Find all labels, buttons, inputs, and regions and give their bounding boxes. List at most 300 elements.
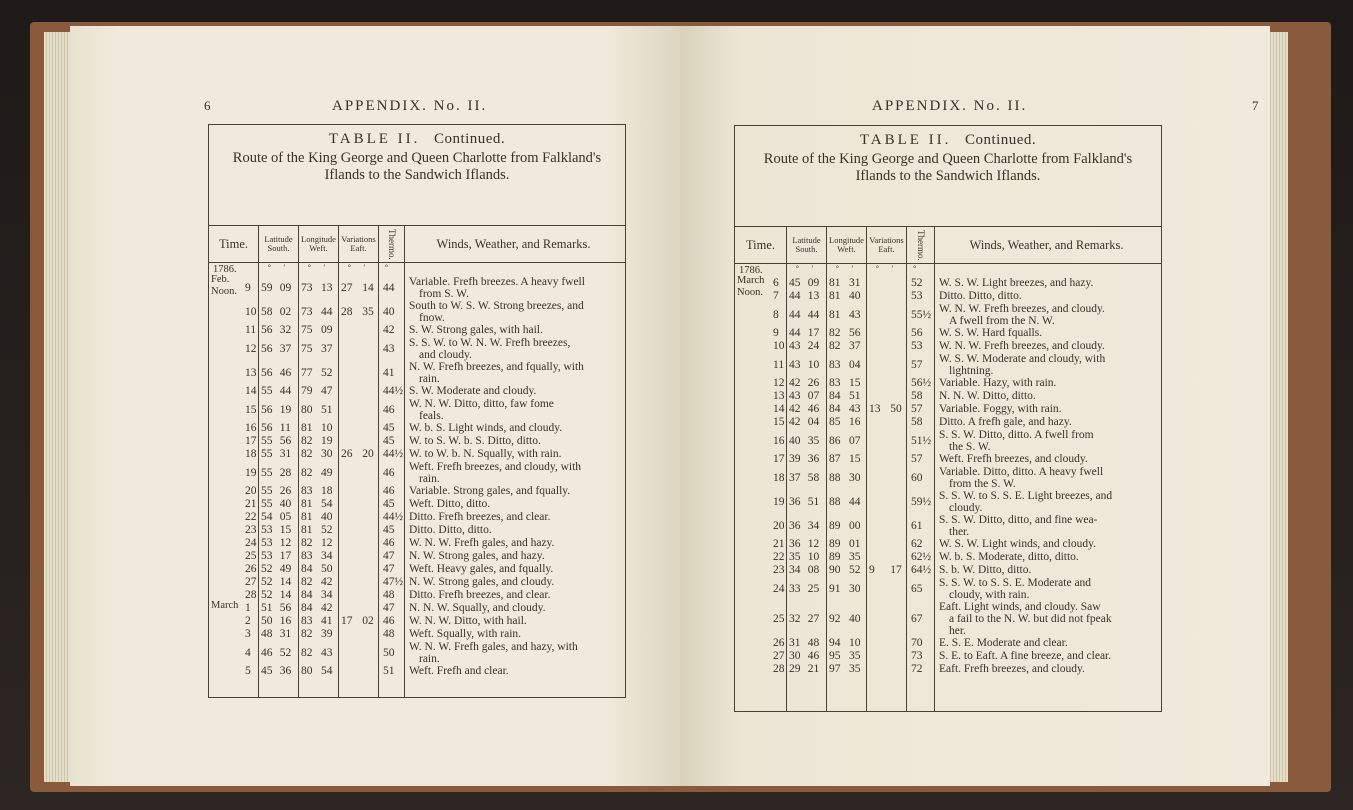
day-cell: 11 — [773, 358, 785, 371]
longitude-deg: 85 — [829, 416, 841, 428]
latitude-deg: 55 — [261, 435, 273, 447]
longitude-deg: 84 — [301, 602, 313, 614]
degree-mark: ° — [913, 264, 917, 273]
table-row — [209, 524, 625, 537]
latitude-deg: 53 — [261, 550, 273, 562]
remarks-line: S. E. to Eaft. A fine breeze, and clear. — [939, 650, 1112, 662]
header-var-label: Variations Eaft. — [341, 234, 376, 253]
longitude-deg: 89 — [829, 551, 841, 563]
latitude-min: 56 — [279, 435, 292, 447]
remarks-line: W. S. W. Light breezes, and hazy. — [939, 277, 1094, 289]
variation-min: 20 — [362, 448, 374, 460]
longitude-min: 52 — [849, 564, 861, 576]
latitude-min: 17 — [279, 550, 292, 562]
thermometer-cell: 53 — [911, 290, 923, 302]
variation-deg: 13 — [869, 403, 881, 415]
remarks-line: E. S. E. Moderate and clear. — [939, 637, 1068, 649]
table-row — [735, 490, 1161, 514]
longitude-min: 52 — [321, 366, 333, 379]
year-label: 1786. — [739, 265, 763, 276]
table-caption — [735, 132, 1161, 185]
latitude-min: 08 — [807, 564, 820, 576]
thermometer-cell: 47 — [383, 563, 395, 575]
latitude-deg: 54 — [261, 511, 273, 523]
table-row — [735, 453, 1161, 466]
header-remarks-label: Winds, Weather, and Remarks. — [436, 236, 591, 251]
latitude-min: 26 — [279, 485, 292, 497]
day-cell: 19 — [245, 466, 257, 479]
latitude-min: 36 — [279, 665, 292, 677]
longitude-deg: 81 — [301, 498, 313, 510]
remarks-line: S. S. W. Ditto, ditto, and fine wea- — [939, 514, 1098, 526]
longitude-min: 35 — [849, 551, 861, 563]
latitude-deg: 30 — [789, 650, 801, 662]
degree-mark: ° — [875, 264, 879, 273]
table-row — [209, 435, 625, 448]
right-page — [680, 26, 1270, 786]
latitude-min: 51 — [807, 495, 820, 508]
table-title-continued: Continued. — [964, 132, 1037, 148]
longitude-deg: 82 — [301, 628, 313, 640]
remarks-line: fnow. — [419, 312, 445, 324]
page-number: 6 — [204, 98, 211, 113]
header-therm — [907, 227, 935, 263]
longitude-deg: 94 — [829, 637, 841, 649]
remarks-line: A fwell from the N. W. — [949, 315, 1055, 327]
longitude-min: 15 — [849, 453, 861, 465]
table-row — [209, 628, 625, 641]
thermometer-cell: 62½ — [911, 551, 932, 563]
longitude-deg: 79 — [301, 385, 313, 397]
longitude-min: 47 — [321, 385, 333, 397]
variation-deg: 17 — [341, 615, 353, 627]
longitude-deg: 82 — [301, 466, 313, 479]
longitude-deg: 84 — [301, 563, 313, 575]
latitude-deg: 45 — [789, 277, 801, 289]
header-lat — [787, 227, 827, 263]
longitude-min: 51 — [849, 390, 861, 402]
day-cell: 22 — [245, 511, 257, 523]
minute-mark: ′ — [891, 264, 894, 273]
longitude-min: 18 — [321, 485, 333, 497]
latitude-min: 24 — [807, 340, 820, 352]
month-label: March — [211, 600, 239, 611]
longitude-min: 41 — [321, 615, 333, 627]
thermometer-cell: 45 — [383, 498, 395, 510]
remarks-line: ther. — [949, 526, 970, 538]
header-var — [867, 227, 907, 263]
latitude-deg: 39 — [789, 453, 801, 465]
thermometer-cell: 55½ — [911, 308, 932, 321]
table-row — [735, 290, 1161, 303]
thermometer-cell: 58 — [911, 416, 923, 428]
thermometer-cell: 40 — [383, 305, 395, 318]
longitude-min: 35 — [849, 650, 861, 662]
variation-min: 35 — [362, 305, 374, 318]
latitude-deg: 55 — [261, 485, 273, 497]
latitude-deg: 56 — [261, 342, 273, 355]
table-row — [209, 385, 625, 398]
longitude-min: 35 — [849, 663, 861, 675]
remarks-line: S. W. Moderate and cloudy. — [409, 385, 537, 397]
day-cell: 19 — [773, 495, 785, 508]
thermometer-cell: 62 — [911, 538, 923, 550]
minute-mark: ′ — [323, 263, 326, 272]
longitude-deg: 81 — [829, 277, 841, 289]
longitude-deg: 82 — [829, 340, 841, 352]
header-var-label: Variations Eaft. — [869, 235, 904, 254]
latitude-min: 31 — [279, 628, 292, 640]
day-cell: 9 — [245, 281, 251, 294]
latitude-min: 14 — [279, 589, 292, 601]
day-cell: 7 — [773, 290, 779, 302]
header-remarks — [405, 226, 622, 262]
latitude-min: 31 — [279, 448, 292, 460]
longitude-min: 42 — [321, 576, 333, 588]
longitude-deg: 88 — [829, 495, 841, 508]
longitude-deg: 81 — [301, 511, 313, 523]
remarks-line: N. N. W. Ditto, ditto. — [939, 390, 1036, 402]
latitude-deg: 59 — [261, 281, 273, 294]
latitude-deg: 44 — [789, 308, 801, 321]
longitude-deg: 83 — [301, 485, 313, 497]
latitude-min: 26 — [807, 377, 820, 389]
thermometer-cell: 44½ — [383, 385, 404, 397]
thermometer-cell: 61 — [911, 519, 923, 532]
longitude-min: 54 — [321, 665, 333, 677]
latitude-min: 10 — [807, 358, 820, 371]
day-cell: 5 — [245, 665, 251, 677]
thermometer-cell: 52 — [911, 277, 923, 289]
thermometer-cell: 57 — [911, 403, 923, 415]
longitude-min: 43 — [321, 646, 333, 659]
longitude-deg: 75 — [301, 342, 313, 355]
table-row — [209, 641, 625, 665]
longitude-min: 30 — [849, 582, 861, 595]
latitude-min: 09 — [279, 281, 292, 294]
remarks-line: S. S. W. Ditto, ditto. A fwell from — [939, 429, 1094, 441]
latitude-deg: 48 — [261, 628, 273, 640]
thermometer-cell: 59½ — [911, 495, 932, 508]
latitude-min: 14 — [279, 576, 292, 588]
table-row — [209, 511, 625, 524]
longitude-min: 54 — [321, 498, 333, 510]
remarks-line: N. W. Strong gales, and hazy. — [409, 550, 545, 562]
day-cell: 25 — [773, 612, 785, 625]
remarks-line: W. N. W. Frefh gales, and hazy. — [409, 537, 555, 549]
day-cell: 25 — [245, 550, 257, 562]
degree-mark: ° — [795, 264, 799, 273]
day-cell: 15 — [773, 416, 785, 428]
thermometer-cell: 46 — [383, 615, 395, 627]
longitude-deg: 84 — [829, 390, 841, 402]
remarks-line: Weft. Squally, with rain. — [409, 628, 522, 640]
latitude-deg: 42 — [789, 377, 801, 389]
thermometer-cell: 57 — [911, 358, 923, 371]
table-row — [735, 637, 1161, 650]
longitude-min: 07 — [849, 434, 861, 447]
remarks-line: Ditto. Ditto, ditto. — [939, 290, 1022, 302]
remarks-line: W. N. W. Frefh breezes, and cloudy. — [939, 340, 1105, 352]
remarks-line: S. W. Strong gales, with hail. — [409, 324, 543, 336]
latitude-min: 46 — [279, 366, 292, 379]
table-title: TABLE II. — [859, 132, 952, 148]
latitude-min: 12 — [807, 538, 820, 550]
remarks-line: Variable. Foggy, with rain. — [939, 403, 1062, 415]
latitude-deg: 55 — [261, 385, 273, 397]
remarks-line: lightning. — [949, 365, 994, 377]
minute-mark: ′ — [363, 263, 366, 272]
thermometer-cell: 67 — [911, 612, 923, 625]
remarks-line: W. b. S. Moderate, ditto, ditto. — [939, 551, 1079, 563]
header-lat — [259, 226, 299, 262]
latitude-deg: 42 — [789, 403, 801, 415]
remarks-line: rain. — [419, 373, 440, 385]
day-cell: 4 — [245, 646, 251, 659]
latitude-deg: 56 — [261, 422, 273, 434]
longitude-min: 01 — [849, 538, 861, 550]
day-cell: 26 — [245, 563, 257, 575]
table-row — [735, 538, 1161, 551]
header-lon — [299, 226, 339, 262]
header-time-label: Time. — [218, 236, 249, 251]
longitude-deg: 83 — [301, 615, 313, 627]
day-cell: 28 — [245, 589, 257, 601]
day-cell: 16 — [245, 422, 257, 434]
header-lat-label: Latitude South. — [792, 235, 821, 254]
longitude-deg: 73 — [301, 281, 313, 294]
thermometer-cell: 44½ — [383, 448, 404, 460]
latitude-min: 02 — [279, 305, 292, 318]
latitude-deg: 52 — [261, 576, 273, 588]
table-subtitle-line2: Iflands to the Sandwich Iflands. — [855, 168, 1041, 184]
longitude-deg: 81 — [301, 524, 313, 536]
longitude-min: 04 — [849, 358, 861, 371]
remarks-line: N. W. Strong gales, and cloudy. — [409, 576, 555, 588]
table-header-row — [735, 226, 1161, 264]
latitude-min: 13 — [807, 290, 820, 302]
remarks-line: rain. — [419, 473, 440, 485]
remarks-line: South to W. S. W. Strong breezes, and — [409, 300, 584, 312]
remarks-line: Weft. Heavy gales, and fqually. — [409, 563, 554, 575]
latitude-min: 35 — [807, 434, 820, 447]
table-title-continued: Continued. — [433, 131, 506, 147]
thermometer-cell: 60 — [911, 471, 923, 484]
longitude-min: 44 — [849, 495, 861, 508]
longitude-min: 15 — [849, 377, 861, 389]
header-lon-label: Longitude Weft. — [829, 235, 864, 254]
remarks-line: N. W. Frefh breezes, and fqually, with — [409, 361, 584, 373]
longitude-min: 52 — [321, 524, 333, 536]
longitude-deg: 82 — [301, 537, 313, 549]
year-label: 1786. — [213, 264, 237, 275]
remarks-line: W. S. W. Moderate and cloudy, with — [939, 353, 1106, 365]
thermometer-cell: 44½ — [383, 511, 404, 523]
day-cell: 20 — [245, 485, 257, 497]
latitude-min: 21 — [807, 663, 820, 675]
longitude-min: 19 — [321, 435, 333, 447]
longitude-min: 34 — [321, 589, 333, 601]
longitude-min: 37 — [321, 342, 333, 355]
table-row — [735, 514, 1161, 538]
latitude-deg: 31 — [789, 637, 801, 649]
latitude-deg: 51 — [261, 602, 273, 614]
thermometer-cell: 43 — [383, 342, 395, 355]
latitude-deg: 29 — [789, 663, 801, 675]
table-row — [735, 663, 1161, 676]
day-cell: 27 — [773, 650, 785, 662]
variation-min: 17 — [890, 564, 902, 576]
table-row — [209, 422, 625, 435]
thermometer-cell: 41 — [383, 366, 395, 379]
day-cell: 12 — [773, 377, 785, 389]
latitude-min: 04 — [807, 416, 820, 428]
latitude-deg: 56 — [261, 403, 273, 416]
day-cell: 2 — [245, 615, 251, 627]
table-row — [735, 277, 1161, 290]
remarks-line: S. b. W. Ditto, ditto. — [939, 564, 1032, 576]
table-row — [735, 416, 1161, 429]
day-cell: 21 — [773, 538, 785, 550]
variation-deg: 27 — [341, 281, 353, 294]
latitude-deg: 55 — [261, 466, 273, 479]
table-row — [209, 448, 625, 461]
remarks-line: Variable. Hazy, with rain. — [939, 377, 1057, 389]
table-row — [735, 564, 1161, 577]
table-title: TABLE II. — [328, 131, 421, 147]
left-page — [70, 26, 680, 786]
remarks-line: N. N. W. Squally, and cloudy. — [409, 602, 546, 614]
latitude-min: 52 — [279, 646, 292, 659]
longitude-min: 16 — [849, 416, 861, 428]
page-number: 7 — [1252, 98, 1259, 113]
thermometer-cell: 45 — [383, 524, 395, 536]
longitude-deg: 90 — [829, 564, 841, 576]
latitude-min: 12 — [279, 537, 292, 549]
day-cell: 18 — [245, 448, 257, 460]
latitude-min: 19 — [279, 403, 292, 416]
longitude-deg: 83 — [829, 358, 841, 371]
day-cell: 10 — [773, 340, 785, 352]
header-time — [735, 227, 787, 263]
remarks-line: W. N. W. Frefh breezes, and cloudy. — [939, 303, 1105, 315]
remarks-line: W. b. S. Light winds, and cloudy. — [409, 422, 563, 434]
day-cell: 13 — [773, 390, 785, 402]
thermometer-cell: 44 — [383, 281, 395, 294]
longitude-min: 37 — [849, 340, 861, 352]
longitude-deg: 91 — [829, 582, 841, 595]
longitude-min: 43 — [849, 403, 861, 415]
remarks-line: W. N. W. Ditto, with hail. — [409, 615, 527, 627]
remarks-line: Eaft. Frefh breezes, and cloudy. — [939, 663, 1085, 675]
thermometer-cell: 56 — [911, 327, 923, 339]
latitude-deg: 44 — [789, 290, 801, 302]
latitude-min: 10 — [807, 551, 820, 563]
variation-deg: 28 — [341, 305, 353, 318]
latitude-min: 16 — [279, 615, 292, 627]
longitude-min: 43 — [849, 308, 861, 321]
table-row — [209, 602, 625, 615]
remarks-line: the S. W. — [949, 441, 991, 453]
latitude-deg: 42 — [789, 416, 801, 428]
table-row — [209, 337, 625, 361]
longitude-deg: 82 — [301, 576, 313, 588]
latitude-deg: 55 — [261, 498, 273, 510]
table-row — [209, 563, 625, 576]
longitude-min: 10 — [321, 422, 333, 434]
remarks-line: cloudy, with rain. — [949, 589, 1030, 601]
remarks-line: her. — [949, 625, 966, 637]
day-cell: 13 — [245, 366, 257, 379]
table-caption — [209, 131, 625, 184]
table-row — [209, 485, 625, 498]
day-cell: 27 — [245, 576, 257, 588]
variation-deg: 9 — [869, 564, 875, 576]
latitude-min: 11 — [279, 422, 291, 434]
longitude-min: 30 — [321, 448, 333, 460]
longitude-deg: 89 — [829, 538, 841, 550]
remarks-line: W. S. W. Light winds, and cloudy. — [939, 538, 1096, 550]
latitude-deg: 52 — [261, 563, 273, 575]
remarks-line: W. S. W. Hard fqualls. — [939, 327, 1043, 339]
remarks-line: Variable. Strong gales, and fqually. — [409, 485, 571, 497]
longitude-deg: 89 — [829, 519, 841, 532]
longitude-deg: 82 — [301, 448, 313, 460]
latitude-deg: 53 — [261, 524, 273, 536]
longitude-deg: 81 — [829, 290, 841, 302]
table-row — [209, 276, 625, 300]
longitude-deg: 81 — [829, 308, 841, 321]
thermometer-cell: 46 — [383, 466, 395, 479]
longitude-min: 13 — [321, 281, 333, 294]
header-therm — [379, 226, 405, 262]
latitude-min: 46 — [807, 650, 820, 662]
longitude-deg: 81 — [301, 422, 313, 434]
remarks-line: Weft. Frefh and clear. — [409, 665, 509, 677]
longitude-deg: 83 — [829, 377, 841, 389]
day-cell: 17 — [773, 453, 785, 465]
table-row — [209, 300, 625, 324]
running-head: APPENDIX. No. II. — [332, 98, 488, 114]
thermometer-cell: 47½ — [383, 576, 404, 588]
table-row — [735, 340, 1161, 353]
latitude-min: 34 — [807, 519, 820, 532]
day-cell: 3 — [245, 628, 251, 640]
remarks-line: feals. — [419, 410, 444, 422]
minute-mark: ′ — [811, 264, 814, 273]
day-cell: 18 — [773, 471, 785, 484]
header-time-label: Time. — [745, 237, 776, 252]
thermometer-cell: 48 — [383, 589, 395, 601]
table-row — [735, 577, 1161, 601]
latitude-deg: 33 — [789, 582, 801, 595]
day-cell: 11 — [245, 324, 257, 336]
longitude-deg: 97 — [829, 663, 841, 675]
day-cell: 16 — [773, 434, 785, 447]
thermometer-cell: 46 — [383, 537, 395, 549]
longitude-min: 00 — [849, 519, 861, 532]
latitude-min: 36 — [807, 453, 820, 465]
longitude-min: 40 — [321, 511, 333, 523]
remarks-line: S. S. W. to S. S. E. Moderate and — [939, 577, 1092, 589]
latitude-min: 56 — [279, 602, 292, 614]
day-cell: 6 — [773, 277, 779, 289]
remarks-line: W. to S. W. b. S. Ditto, ditto. — [409, 435, 541, 447]
day-cell: 24 — [773, 582, 785, 595]
header-time — [209, 226, 259, 262]
remarks-line: W. to W. b. N. Squally, with rain. — [409, 448, 562, 460]
thermometer-cell: 48 — [383, 628, 395, 640]
